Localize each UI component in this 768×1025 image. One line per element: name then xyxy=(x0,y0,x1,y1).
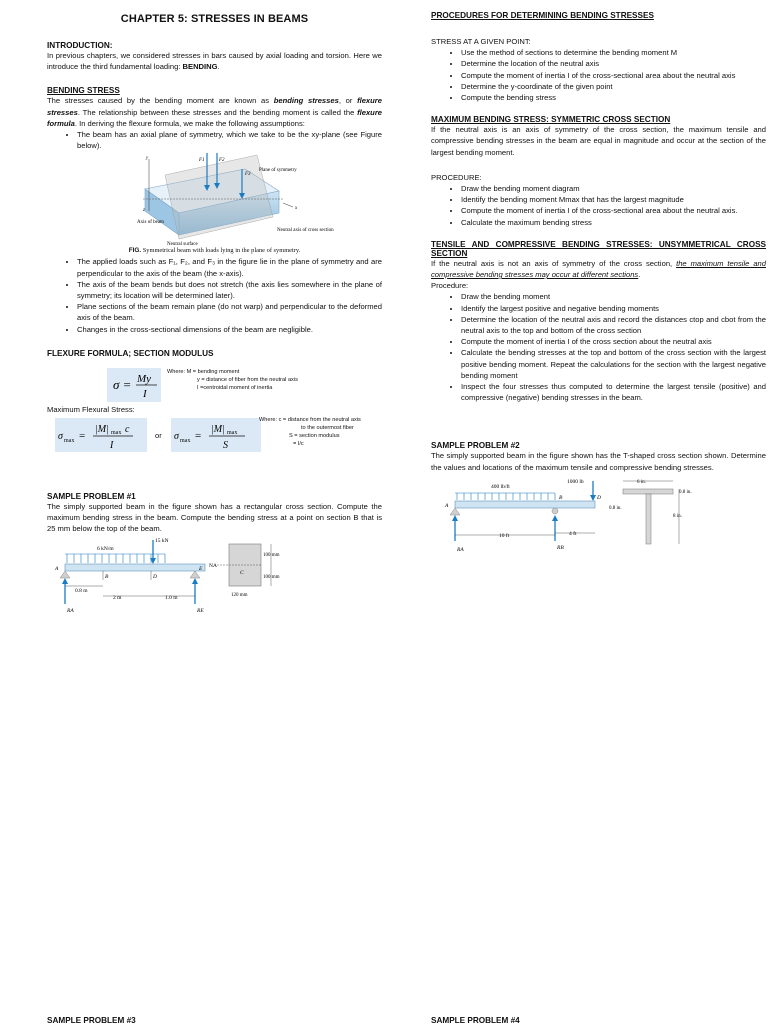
flexure-formulas xyxy=(47,358,382,454)
point-d-label: D xyxy=(153,574,157,581)
assumption-list xyxy=(47,129,382,151)
f3-label: F3 xyxy=(245,172,251,178)
right-column xyxy=(431,11,766,559)
width-label: 120 mm xyxy=(231,593,248,599)
svg-text:|M|: |M| xyxy=(211,423,225,435)
point-b-label: B xyxy=(559,494,563,501)
list-item: • Identify the largest positive and negative bending moments xyxy=(461,303,766,314)
flexure-where: Where: M = bending moment y = distance of fiber from the neutral axis I =centroidal moment of inertia xyxy=(167,368,298,391)
sample2-heading: SAMPLE PROBLEM #2 xyxy=(431,441,520,451)
list-item: • Compute the bending stress xyxy=(461,92,766,103)
point-e-label: E xyxy=(199,566,203,573)
sample2-text: The simply supported beam in the figure shown has the T-shaped cross section shown. Determine the values and locations of the maximum tensile and compressive bending stresses. xyxy=(431,451,766,472)
z-axis-label: z xyxy=(143,208,145,214)
ra-label: RA xyxy=(67,608,74,615)
stress-point-heading: STRESS AT A GIVEN POINT: xyxy=(431,37,531,46)
sample2-figure xyxy=(431,473,766,559)
svg-text:My: My xyxy=(137,372,152,385)
point-load-label: 1000 lb xyxy=(567,478,584,485)
h2-label: 100 mm xyxy=(263,575,280,581)
unsym-procedure-label: Procedure: xyxy=(431,281,469,291)
sample1-text: The simply supported beam in the figure shown has a rectangular cross section. Compute the maximum bending stress in the beam. Compute the bending stress at a point on section B that is 25 mm below the top of the beam. xyxy=(47,501,382,534)
load-label: 6 kN/m xyxy=(97,546,114,553)
svg-text:=: = xyxy=(79,429,86,442)
figure-caption: FIG. Symmetrical beam with loads lying in the plane of symmetry. xyxy=(128,247,301,255)
list-item: • Draw the bending moment xyxy=(461,291,766,302)
dim-08-label: 0.8 m xyxy=(75,588,88,595)
list-item: • The beam has an axial plane of symmetry, which we take to be the xy-plane (see Figure below). xyxy=(77,129,382,151)
h1-label: 100 mm xyxy=(263,553,280,559)
list-item: • Use the method of sections to determine the bending moment M xyxy=(461,47,766,58)
point-b-label: B xyxy=(105,574,109,581)
y-axis-label: y xyxy=(146,156,149,162)
svg-text:σ: σ xyxy=(174,430,179,442)
svg-text:max: max xyxy=(227,429,238,436)
bending-stress-text: The stresses caused by the bending moment are known as bending stresses, or flexure stresses. The relationship between these stresses and the bending moment is called the flexure formula. In deriving the flexure formula, we make the following assumptions: xyxy=(47,96,382,128)
centroid-label: C xyxy=(240,570,244,577)
width-label: 6 in. xyxy=(637,479,646,485)
ra-label: RA xyxy=(457,546,464,553)
list-item: • Compute the moment of inertia I of the cross-sectional area about the neutral axis. xyxy=(461,205,766,216)
max-formula-1 xyxy=(55,418,147,452)
neutral-axis-label: Neutral axis of cross section xyxy=(277,228,334,234)
flexure-heading: FLEXURE FORMULA; SECTION MODULUS xyxy=(47,348,214,358)
list-item: • Changes in the cross-sectional dimensions of the beam are negligible. xyxy=(77,324,382,335)
procedure-list xyxy=(431,183,766,228)
list-item: • Determine the location of the neutral axis and record the distances ctop and cbot from the neutral axis to the top and bottom of the cross section xyxy=(461,314,766,336)
unsym-text: If the neutral axis is not an axis of symmetry of the cross section, the maximum tensile and compressive bending stresses may occur at different sections. xyxy=(431,258,766,280)
or-text: or xyxy=(155,430,162,440)
page-title: CHAPTER 5: STRESSES IN BEAMS xyxy=(120,13,309,25)
bending-stress-heading: BENDING STRESS xyxy=(47,86,120,96)
flexure-formula xyxy=(107,368,161,402)
dim-2-label: 2 m xyxy=(113,595,122,602)
sample4-heading: SAMPLE PROBLEM #4 xyxy=(431,1016,520,1025)
point-load-label: 15 kN xyxy=(155,538,169,545)
svg-text:|M|: |M| xyxy=(95,423,109,435)
sample3-heading: SAMPLE PROBLEM #3 xyxy=(47,1016,136,1025)
assumption-list-2 xyxy=(47,256,382,334)
flange-thickness-label: 0.8 in. xyxy=(679,489,692,495)
svg-text:I: I xyxy=(110,439,114,451)
dim-1-label: 1.0 m xyxy=(165,595,178,602)
height-label: 8 in. xyxy=(673,513,682,519)
load-label: 400 lb/ft xyxy=(491,483,510,490)
list-item: • Determine the y-coordinate of the given point xyxy=(461,81,766,92)
dim-10-label: 10 ft xyxy=(499,532,510,539)
point-d-label: D xyxy=(597,494,601,501)
list-item: • Compute the moment of inertia I of the cross-sectional area about the neutral axis xyxy=(461,70,766,81)
max-stress-label: Maximum Flexural Stress: xyxy=(47,404,135,414)
axis-beam-label: Axis of beam xyxy=(137,220,164,226)
f1-label: F1 xyxy=(199,158,205,164)
list-item: • Determine the location of the neutral axis xyxy=(461,58,766,69)
svg-text:max: max xyxy=(180,437,191,444)
rb-label: RB xyxy=(557,544,564,551)
svg-text:max: max xyxy=(64,437,75,444)
procedures-heading: PROCEDURES FOR DETERMINING BENDING STRESSES xyxy=(431,11,654,20)
point-list xyxy=(431,47,766,103)
symmetric-beam-figure xyxy=(47,151,382,251)
svg-text:σ: σ xyxy=(58,430,63,442)
list-item: • Compute the moment of inertia I of the cross section about the neutral axis xyxy=(461,336,766,347)
list-item: • Draw the bending moment diagram xyxy=(461,183,766,194)
neutral-surface-label: Neutral surface xyxy=(167,242,198,248)
svg-text:I: I xyxy=(143,387,147,400)
svg-text:σ =: σ = xyxy=(113,376,132,392)
point-a-label: A xyxy=(445,502,449,509)
plane-label: Plane of symmetry xyxy=(259,168,297,174)
intro-heading: INTRODUCTION: xyxy=(47,41,113,50)
sample1-figure xyxy=(47,534,382,616)
max-bending-heading: MAXIMUM BENDING STRESS: SYMMETRIC CROSS SECTION xyxy=(431,115,671,125)
list-item: • The applied loads such as F₁, F₂, and F₃ in the figure lie in the plane of symmetry and are perpendicular to the axis of the beam (the x-axis). xyxy=(77,256,382,278)
list-item: • Identify the bending moment Mmax that has the largest magnitude xyxy=(461,194,766,205)
dim-4-label: 4 ft xyxy=(569,530,577,537)
left-column xyxy=(47,0,382,616)
x-axis-label: x xyxy=(295,206,298,212)
point-a-label: A xyxy=(55,566,59,573)
sample1-heading: SAMPLE PROBLEM #1 xyxy=(47,491,136,501)
svg-text:S: S xyxy=(223,439,228,451)
list-item: • Calculate the maximum bending stress xyxy=(461,217,766,228)
max-where: Where: c = distance from the neutral axis to the outermost fiber S = section modulus = I/c xyxy=(259,416,361,447)
list-item: • Calculate the bending stresses at the top and bottom of the cross section with the largest positive bending moment. Repeat the calculations for the section with the largest negative bending moment xyxy=(461,347,766,381)
svg-text:=: = xyxy=(195,429,202,442)
unsym-list xyxy=(431,291,766,403)
na-label: NA xyxy=(209,563,217,570)
max-bending-text: If the neutral axis is an axis of symmetry of the cross section, the maximum tensile and compressive bending stresses in the beam are equal in magnitude and occur at the section of the largest bending moment. xyxy=(431,125,766,157)
max-formula-2 xyxy=(171,418,261,452)
intro-text: In previous chapters, we considered stresses in bars caused by axial loading and torsion. Here we introduce the third fundamental loading: BENDING. xyxy=(47,51,382,72)
svg-text:max: max xyxy=(111,429,122,436)
svg-text:c: c xyxy=(125,423,130,435)
procedure-heading: PROCEDURE: xyxy=(431,172,482,182)
list-item: • Inspect the four stresses thus computed to determine the largest tensile (positive) and compressive (negative) bending stresses in the beam. xyxy=(461,381,766,403)
web-thickness-label: 0.8 in. xyxy=(609,505,622,511)
list-item: • Plane sections of the beam remain plane (do not warp) and perpendicular to the deformed axis of the beam. xyxy=(77,301,382,323)
f2-label: F2 xyxy=(219,158,225,164)
re-label: RE xyxy=(197,608,204,615)
unsym-heading: TENSILE AND COMPRESSIVE BENDING STRESSES: UNSYMMETRICAL CROSS SECTION xyxy=(431,239,766,258)
list-item: • The axis of the beam bends but does not stretch (the axis lies somewhere in the plane of symmetry; its location will be determined later). xyxy=(77,279,382,301)
